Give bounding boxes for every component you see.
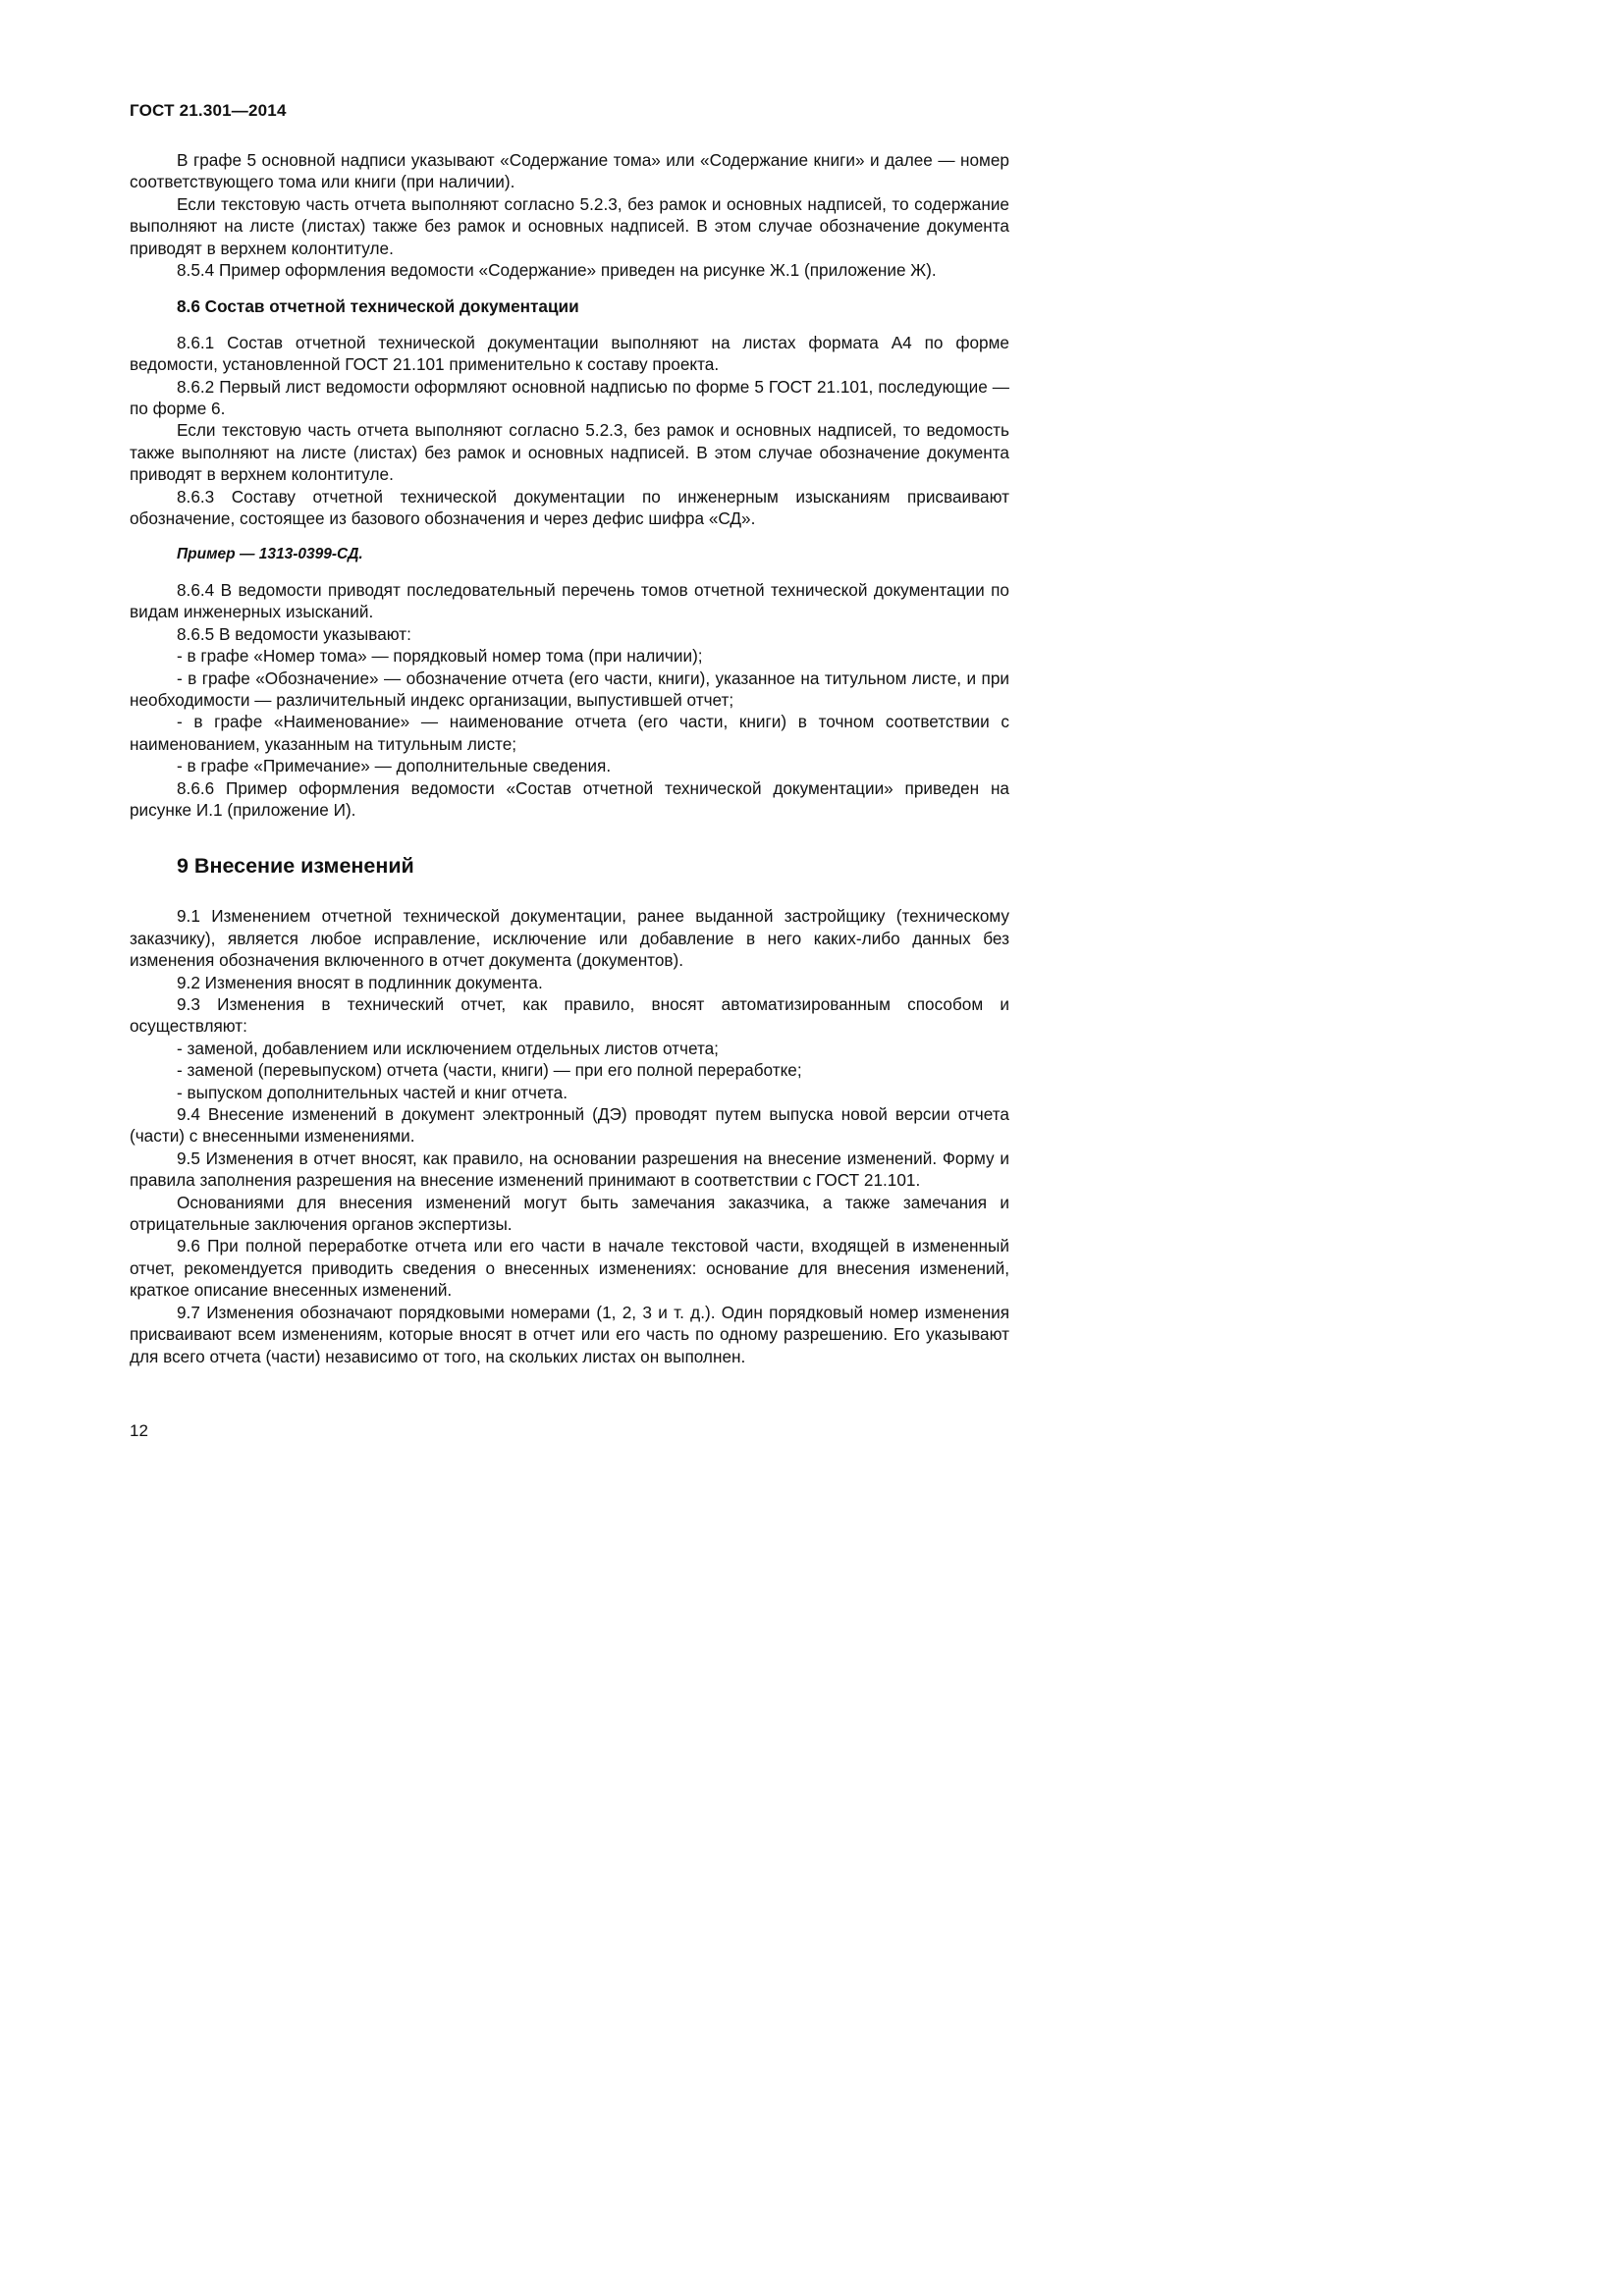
list-item: - в графе «Наименование» — наименование отчета (его части, книги) в точном соответствии с наименованием, указанным на титульным листе; (130, 712, 1009, 754)
paragraph: 9.2 Изменения вносят в подлинник документа. (177, 972, 543, 992)
paragraph: 8.6.5 В ведомости указывают: (177, 623, 411, 644)
paragraph: 9.5 Изменения в отчет вносят, как правило, на основании разрешения на внесение изменений. Форму и правила заполнения разрешения на внесение изменений принимают в соответствии с ГОСТ 21.101. (130, 1148, 1009, 1191)
list-item: - в графе «Номер тома» — порядковый номер тома (при наличии); (177, 646, 703, 667)
paragraph: 8.6.1 Состав отчетной технической документации выполняют на листах формата А4 по форме ведомости, установленной ГОСТ 21.101 применительно к составу проекта. (130, 332, 1009, 375)
paragraph: 9.3 Изменения в технический отчет, как правило, вносят автоматизированным способом и осуществляют: (130, 994, 1009, 1037)
paragraph: 9.6 При полной переработке отчета или его части в начале текстовой части, входящей в измененный отчет, рекомендуется приводить сведения о внесенных изменениях: основание для внесения изменений, краткое описание внесенных изменений. (130, 1236, 1009, 1301)
page-body (130, 149, 1009, 1367)
list-item: - в графе «Обозначение» — обозначение отчета (его части, книги), указанное на титульном листе, и при необходимости — различительный индекс организации, выпустившей отчет; (130, 667, 1009, 710)
paragraph: 8.6.3 Составу отчетной технической документации по инженерным изысканиям присваивают обозначение, состоящее из базового обозначения и через дефис шифра «СД». (130, 486, 1009, 529)
running-header: ГОСТ 21.301—2014 (130, 101, 287, 120)
paragraph: 8.5.4 Пример оформления ведомости «Содержание» приведен на рисунке Ж.1 (приложение Ж). (177, 260, 937, 281)
paragraph: Основаниями для внесения изменений могут быть замечания заказчика, а также замечания и отрицательные заключения органов экспертизы. (130, 1192, 1009, 1235)
paragraph: Если текстовую часть отчета выполняют согласно 5.2.3, без рамок и основных надписей, то ведомость также выполняют на листе (листах) без рамок и основных надписей. В этом случае обозначение документа приводят в верхнем колонтитуле. (130, 420, 1009, 485)
paragraph: В графе 5 основной надписи указывают «Содержание тома» или «Содержание книги» и далее — номер соответствующего тома или книги (при наличии). (130, 150, 1009, 192)
page-number: 12 (130, 1421, 148, 1440)
document-page (0, 0, 1080, 1527)
list-item: - заменой (перевыпуском) отчета (части, книги) — при его полной переработке; (177, 1060, 802, 1081)
list-item: - в графе «Примечание» — дополнительные сведения. (177, 756, 612, 776)
subsection-heading: 8.6 Состав отчетной технической документации (177, 296, 579, 317)
section-heading: 9 Внесение изменений (177, 854, 414, 879)
paragraph: 9.1 Изменением отчетной технической документации, ранее выданной застройщику (техническому заказчику), является любое исправление, исключение или добавление в него каких-либо данных без изменения обозначения включенного в отчет документа (документов). (130, 906, 1009, 971)
paragraph: 8.6.4 В ведомости приводят последовательный перечень томов отчетной технической документации по видам инженерных изысканий. (130, 579, 1009, 622)
paragraph: 8.6.2 Первый лист ведомости оформляют основной надписью по форме 5 ГОСТ 21.101, последующие — по форме 6. (130, 376, 1009, 419)
example-note: Пример — 1313-0399-СД. (177, 545, 363, 562)
list-item: - заменой, добавлением или исключением отдельных листов отчета; (177, 1038, 719, 1058)
paragraph: 9.4 Внесение изменений в документ электронный (ДЭ) проводят путем выпуска новой версии отчета (части) с внесенными изменениями. (130, 1104, 1009, 1147)
paragraph: 9.7 Изменения обозначают порядковыми номерами (1, 2, 3 и т. д.). Один порядковый номер изменения присваивают всем изменениям, которые вносят в отчет или его часть по одному разрешению. Его указывают для всего отчета (части) независимо от того, на скольких листах он выполнен. (130, 1302, 1009, 1366)
paragraph: Если текстовую часть отчета выполняют согласно 5.2.3, без рамок и основных надписей, то содержание выполняют на листе (листах) также без рамок и основных надписей. В этом случае обозначение документа приводят в верхнем колонтитуле. (130, 193, 1009, 258)
list-item: - выпуском дополнительных частей и книг отчета. (177, 1082, 568, 1102)
paragraph: 8.6.6 Пример оформления ведомости «Состав отчетной технической документации» приведен на рисунке И.1 (приложение И). (130, 777, 1009, 820)
